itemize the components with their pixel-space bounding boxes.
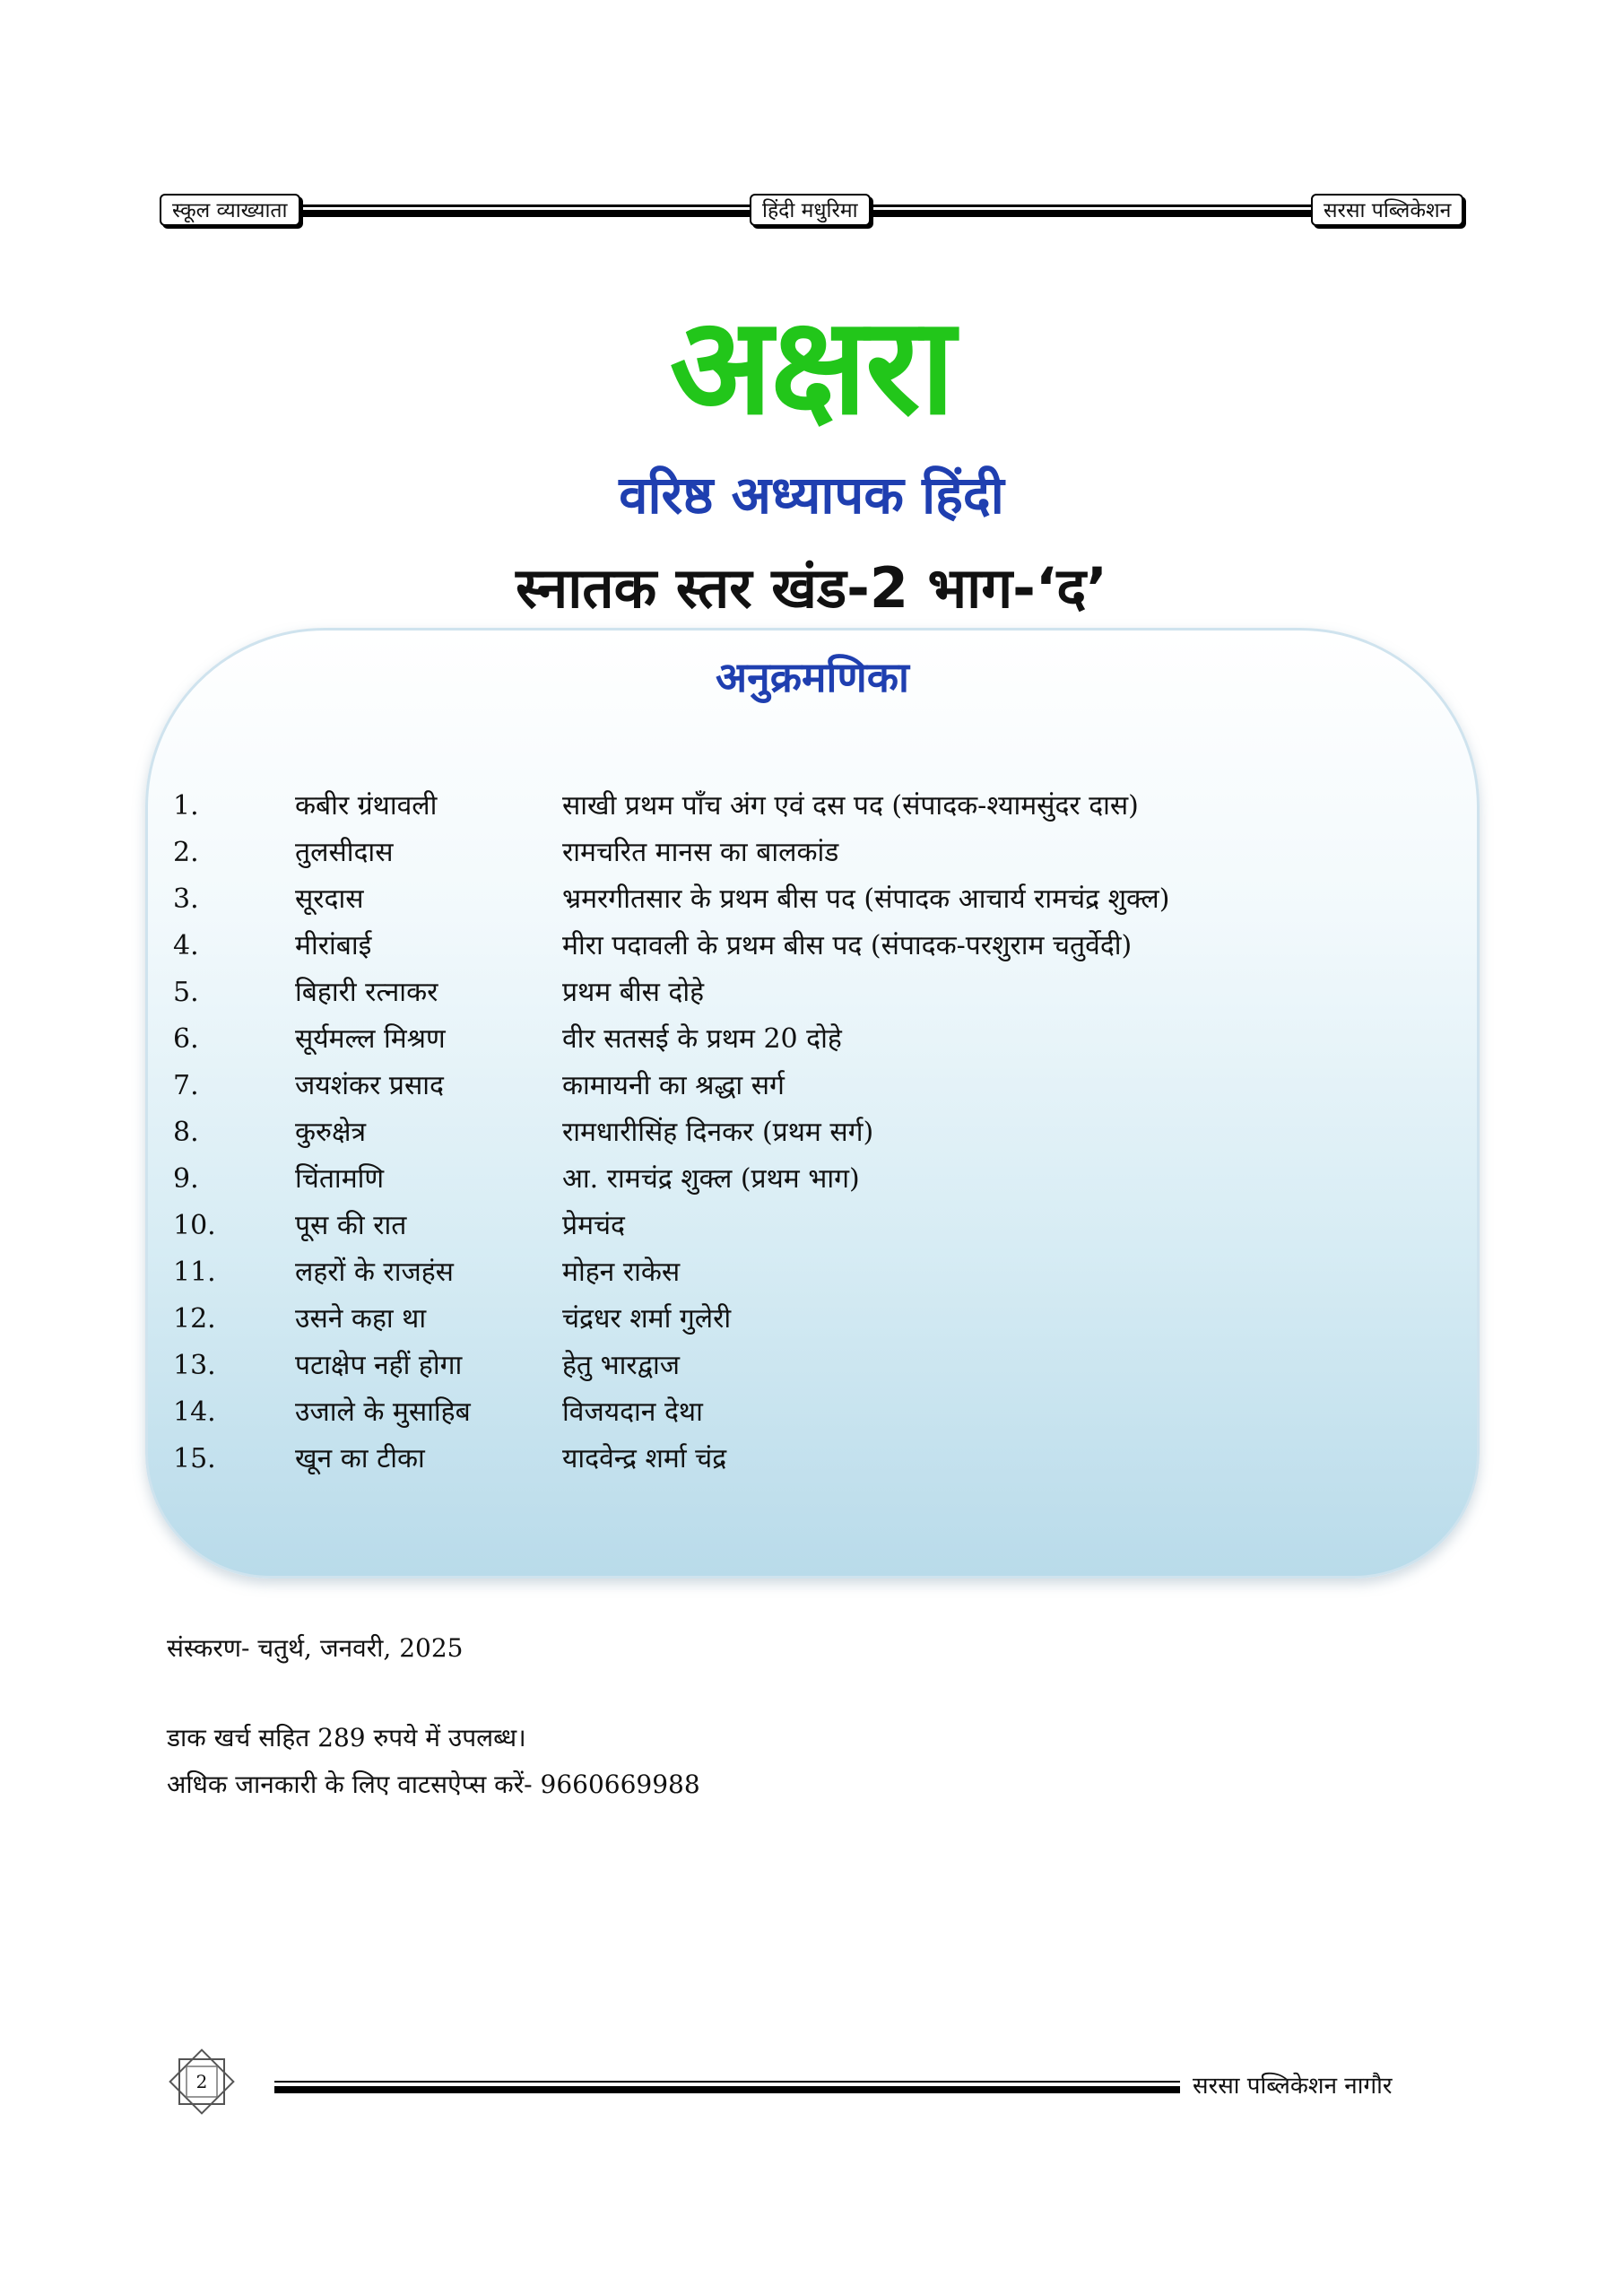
contents-item-detail: विजयदान देथा [562, 1396, 703, 1428]
contents-item-detail: यादवेन्द्र शर्मा चंद्र [562, 1443, 727, 1474]
contents-item-number: 8. [173, 1117, 199, 1148]
contents-item-number: 9. [173, 1163, 199, 1195]
contents-item-title: पूस की रात [295, 1210, 407, 1241]
contents-item-number: 3. [173, 883, 199, 915]
contents-item-number: 15. [173, 1443, 216, 1474]
contents-item [169, 1296, 1443, 1343]
contents-item [169, 1156, 1443, 1203]
contents-item-title: उसने कहा था [295, 1303, 427, 1335]
contents-item-title: चिंतामणि [295, 1163, 385, 1195]
contents-item-detail: भ्रमरगीतसार के प्रथम बीस पद (संपादक आचार्य रामचंद्र शुक्ल) [562, 883, 1170, 915]
edition-info: संस्करण- चतुर्थ, जनवरी, 2025 [167, 1633, 464, 1663]
contents-item [169, 1203, 1443, 1249]
contents-item-detail: हेतु भारद्वाज [562, 1350, 680, 1381]
contents-item-number: 13. [173, 1350, 216, 1381]
contents-item-title: उजाले के मुसाहिब [295, 1396, 471, 1428]
price-info: डाक खर्च सहित 289 रुपये में उपलब्ध। [167, 1723, 526, 1752]
contents-item-number: 12. [173, 1303, 216, 1335]
contents-item-detail: मीरा पदावली के प्रथम बीस पद (संपादक-परशुराम चतुर्वेदी) [562, 930, 1133, 961]
contents-item-detail: प्रेमचंद [562, 1210, 625, 1241]
contents-item-title: सूरदास [295, 883, 364, 915]
contents-item-detail: चंद्रधर शर्मा गुलेरी [562, 1303, 732, 1335]
contents-item [169, 923, 1443, 970]
contents-item-number: 14. [173, 1396, 216, 1428]
contents-item-number: 2. [173, 837, 199, 868]
header-left-label: स्कूल व्याख्याता [160, 194, 300, 226]
contents-item-title: खून का टीका [295, 1443, 425, 1474]
contents-item-detail: रामचरित मानस का बालकांड [562, 837, 839, 868]
contents-item-title: बिहारी रत्नाकर [295, 977, 438, 1008]
contents-item [169, 1249, 1443, 1296]
contents-item-number: 10. [173, 1210, 216, 1241]
contact-info: अधिक जानकारी के लिए वाटसऐप्स करें- 9660669988 [167, 1770, 700, 1799]
contents-item-detail: साखी प्रथम पाँच अंग एवं दस पद (संपादक-श्यामसुंदर दास) [562, 790, 1139, 822]
header-right-label: सरसा पब्लिकेशन [1311, 194, 1463, 226]
contents-item-number: 4. [173, 930, 199, 961]
contents-item-title: सूर्यमल्ल मिश्रण [295, 1023, 446, 1055]
contents-item [169, 1109, 1443, 1156]
contents-item-title: कुरुक्षेत्र [295, 1117, 367, 1148]
contents-item [169, 1343, 1443, 1389]
contents-item-title: कबीर ग्रंथावली [295, 790, 438, 822]
contents-item-detail: कामायनी का श्रद्धा सर्ग [562, 1070, 785, 1101]
subtitle: वरिष्ठ अध्यापक हिंदी [619, 465, 1004, 526]
contents-item-detail: प्रथम बीस दोहे [562, 977, 705, 1008]
contents-item-number: 7. [173, 1070, 199, 1101]
contents-item [169, 783, 1443, 830]
footer-rule [274, 2081, 1180, 2093]
contents-item [169, 830, 1443, 876]
contents-item [169, 1389, 1443, 1436]
contents-item-title: जयशंकर प्रसाद [295, 1070, 444, 1101]
brand-title: अक्षरा [669, 289, 954, 445]
contents-item-detail: मोहन राकेस [562, 1257, 681, 1288]
contents-item-detail: रामधारीसिंह दिनकर (प्रथम सर्ग) [562, 1117, 874, 1148]
contents-panel [145, 628, 1480, 1578]
contents-item [169, 1063, 1443, 1109]
contents-item-title: लहरों के राजहंस [295, 1257, 454, 1288]
contents-item [169, 1016, 1443, 1063]
contents-item-number: 6. [173, 1023, 199, 1055]
contents-item-detail: आ. रामचंद्र शुक्ल (प्रथम भाग) [562, 1163, 860, 1195]
contents-item [169, 1436, 1443, 1483]
contents-item-detail: वीर सतसई के प्रथम 20 दोहे [562, 1023, 842, 1055]
contents-item-number: 1. [173, 790, 199, 822]
contents-item-title: पटाक्षेप नहीं होगा [295, 1350, 463, 1381]
footer-publisher: सरसा पब्लिकेशन नागौर [1193, 2073, 1393, 2100]
contents-item-title: मीरांबाई [295, 930, 372, 961]
contents-item-number: 5. [173, 977, 199, 1008]
contents-item-title: तुलसीदास [295, 837, 394, 868]
page-number: 2 [195, 2071, 208, 2092]
contents-item-number: 11. [173, 1257, 216, 1288]
header-center-label: हिंदी मधुरिमा [750, 194, 871, 226]
contents-list [169, 783, 1443, 1483]
contents-heading: अनुक्रमणिका [716, 653, 909, 701]
contents-item [169, 970, 1443, 1016]
level-title: स्नातक स्तर खंड-2 भाग-‘द’ [516, 555, 1107, 621]
contents-item [169, 876, 1443, 923]
